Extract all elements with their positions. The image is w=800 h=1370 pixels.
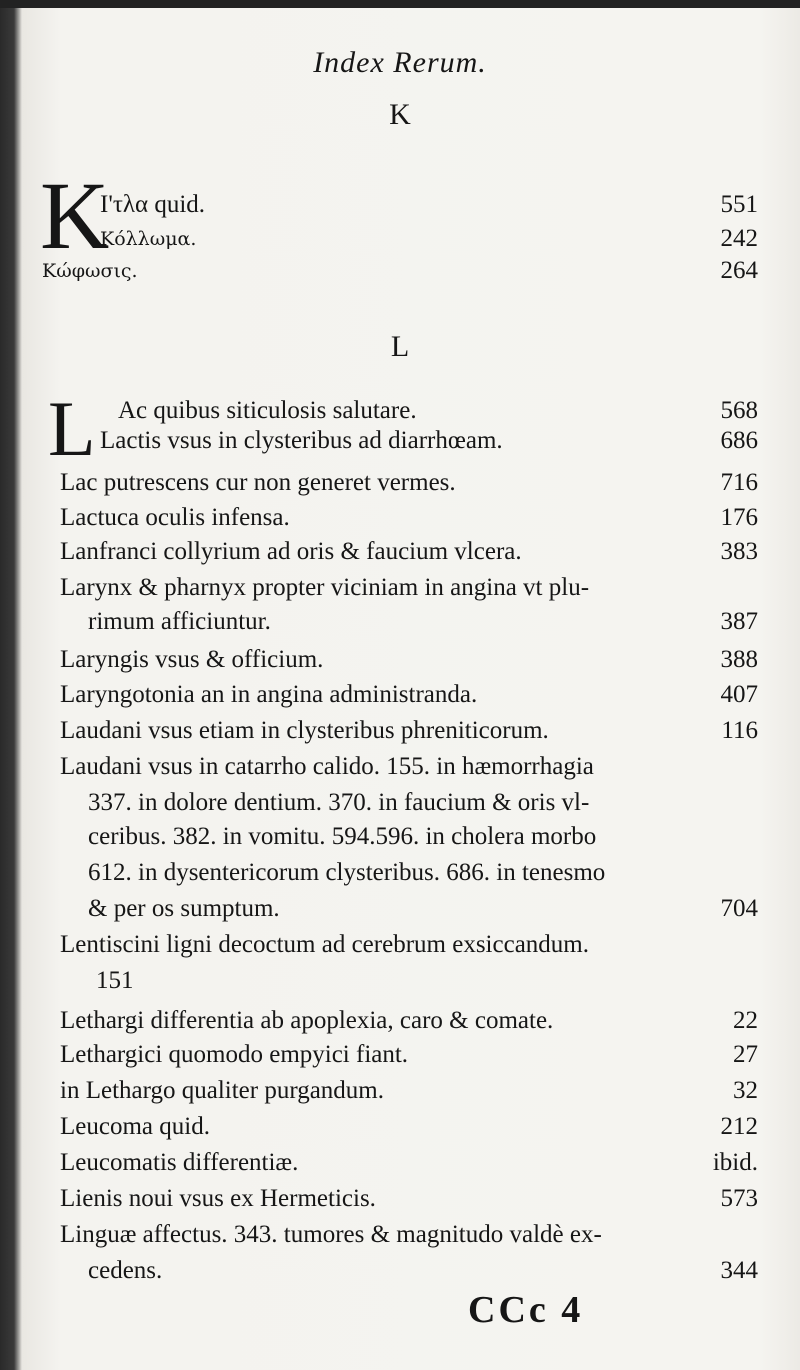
section-heading-l: L [390, 330, 410, 363]
entry-text: Laryngotonia an in angina administranda. [60, 681, 478, 708]
entry-text: rimum afficiuntur. [88, 608, 271, 635]
entry-text: Leucomatis differentiæ. [60, 1149, 299, 1176]
entry-text: Larynx & pharnyx propter viciniam in angina vt plu- [60, 574, 590, 601]
entry-page: 212 [720, 1113, 758, 1140]
entry-text: ceribus. 382. in vomitu. 594.596. in cholera morbo [88, 823, 597, 850]
entry-text: Ac quibus siticulosis salutare. [118, 397, 417, 424]
entry-text: 612. in dysentericorum clysteribus. 686. in tenesmo [88, 859, 606, 886]
running-head: Index Rerum. [313, 46, 487, 79]
entry-text: Lanfranci collyrium ad oris & faucium vlcera. [60, 538, 522, 565]
entry-text: 337. in dolore dentium. 370. in faucium & oris vl- [88, 789, 590, 816]
entry-page: 116 [721, 717, 758, 744]
entry-text: Κόλλωμα. [100, 228, 197, 250]
entry-page: 264 [720, 257, 758, 284]
entry-page: 716 [720, 469, 758, 496]
entry-page: 22 [733, 1007, 758, 1034]
entry-page: 568 [720, 397, 758, 424]
section-heading-k: K [389, 98, 411, 131]
entry-page: 387 [720, 608, 758, 635]
page-top-edge [0, 0, 800, 8]
entry-page: ibid. [712, 1149, 758, 1176]
entry-text: Leucoma quid. [60, 1113, 210, 1140]
entry-text: Lactis vsus in clysteribus ad diarrhœam. [100, 427, 503, 454]
entry-text: Lac putrescens cur non generet vermes. [60, 469, 456, 496]
entry-page: 704 [720, 895, 758, 922]
signature-mark: CCc 4 [468, 1289, 584, 1331]
entry-text: Lactuca oculis infensa. [60, 504, 290, 531]
entry-text: Lentiscini ligni decoctum ad cerebrum exsiccandum. [60, 931, 589, 958]
entry-text: Lethargici quomodo empyici fiant. [60, 1041, 409, 1068]
entry-page: 27 [733, 1041, 758, 1068]
entry-text: Lienis noui vsus ex Hermeticis. [60, 1185, 376, 1212]
entry-page: 686 [720, 427, 758, 454]
entry-text: Lethargi differentia ab apoplexia, caro & comate. [60, 1007, 554, 1034]
entry-text: cedens. [88, 1257, 163, 1284]
entry-text: Laudani vsus etiam in clysteribus phreniticorum. [60, 717, 549, 744]
entry-text: & per os sumptum. [88, 895, 280, 922]
entry-page: 383 [720, 538, 758, 565]
entry-text: Laudani vsus in catarrho calido. 155. in hæmorrhagia [60, 753, 594, 780]
entry-text: Linguæ affectus. 343. tumores & magnitudo valdè ex- [60, 1221, 602, 1248]
entry-text: 151 [96, 967, 134, 994]
entry-text: I'τλα quid. [100, 191, 206, 218]
entry-page: 344 [720, 1257, 758, 1284]
entry-page: 32 [733, 1077, 758, 1104]
entry-page: 176 [720, 504, 758, 531]
drop-initial-k: K [40, 162, 110, 269]
entry-page: 573 [720, 1185, 758, 1212]
entry-page: 242 [720, 225, 758, 252]
entry-text: in Lethargo qualiter purgandum. [60, 1077, 384, 1104]
entry-text: Laryngis vsus & officium. [60, 646, 324, 673]
entry-text: Κώφωσις. [42, 260, 138, 282]
entry-page: 388 [720, 646, 758, 673]
drop-initial-l: L [48, 385, 96, 472]
entry-page: 551 [720, 191, 758, 218]
entry-page: 407 [720, 681, 758, 708]
